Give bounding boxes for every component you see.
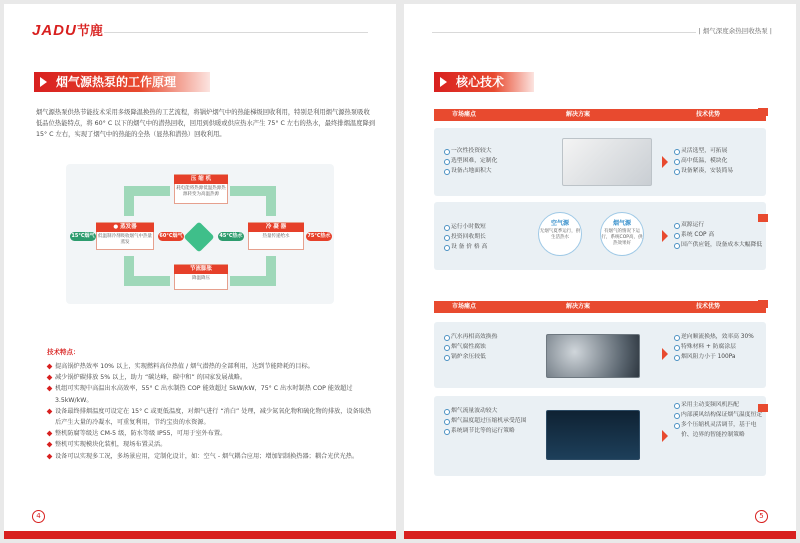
chevron-right-icon <box>662 430 668 442</box>
compressor-title: 压 缩 机 <box>174 175 228 184</box>
adv-item: 多个压缩机灵活调节，基于电价、边界的智能控制策略 <box>674 420 766 440</box>
section-title-text: 核心技术 <box>456 75 505 89</box>
block1-row1-adv <box>674 146 733 176</box>
flow-arrow-bottom-left <box>124 276 170 286</box>
feature-item: 整机可实现模块化装机，现场布置灵活。 <box>47 439 377 450</box>
logo-cn-text: 节鹿 <box>76 23 103 38</box>
feature-item: 机组可实现中高温出水高效率，55° C 出水制热 COP 能效超过 5kW/kW，75° C 出水时制热 COP 能效超过 3.5kW/kW。 <box>47 383 377 405</box>
adv-item: 灵活选型，可拓展 <box>674 146 733 156</box>
evaporator-title: ● 蒸发器 <box>96 223 154 232</box>
energy-icon <box>183 221 214 252</box>
flow-arrow-bottom-right <box>230 276 276 286</box>
adv-item: 设备紧凑，安装简易 <box>674 166 733 176</box>
block2-row2-adv <box>674 400 766 440</box>
condenser-text: 热量传递给水 <box>262 234 290 239</box>
block1-row1 <box>434 128 766 196</box>
label-pain: 市场痛点 <box>452 303 477 310</box>
pain-item: 烟气腐性腐蚀 <box>444 342 497 352</box>
label-solution: 解决方案 <box>566 303 591 310</box>
footer-bar <box>404 531 796 539</box>
temp-flue-pill: 60°C烟气 <box>159 233 183 239</box>
header-rule <box>432 32 696 33</box>
section-title-text: 烟气源热泵的工作原理 <box>56 75 177 89</box>
pain-item: 设备占地面积大 <box>444 166 497 176</box>
chevron-right-icon <box>662 348 668 360</box>
pain-item: 系统调节比等的运行策略 <box>444 426 540 436</box>
block2-row2-pain <box>444 406 540 436</box>
section-title-left <box>34 72 210 92</box>
left-page <box>4 4 396 539</box>
corner-tag <box>758 108 768 116</box>
block1-row2-adv <box>674 220 764 250</box>
block2-row2 <box>434 396 766 476</box>
flue-source-text: 有烟气的情况下运行，系统COP高，供热效果好 <box>601 229 643 246</box>
feature-item: 整机防腐等级达 CM-5 级，防水等级 IP55，可用于室外布置。 <box>47 428 377 439</box>
adv-item: 高中低温，模块化 <box>674 156 733 166</box>
expansion-valve-box <box>174 264 228 290</box>
air-source-text: 无烟气夏季运行，供生活热水 <box>539 229 581 240</box>
pain-item: 烟气流量波动较大 <box>444 406 540 416</box>
feature-item: 设备可以实现多工况，多场景应用，定制化设计，如：空气 - 烟气耦合应用；增加铝制换热器；耦合光伏光热。 <box>47 451 377 462</box>
valve-title: 节流膨胀 <box>174 265 228 274</box>
intro-paragraph: 烟气源热泵供热节能技术采用多级降温换热的工艺流程，将锅炉烟气中的热能梯级回收利用，特别是利用烟气源热泵吸收低品位热能特点，将 60° C 以下的烟气中的潜热回收，回用到供暖或供应热水产生 75° C 左右的热水，最终排烟温度降到 15° C 左右，实现了烟气中的热能的全热（显热和潜热）回收利用。 <box>36 109 376 138</box>
block2-row1 <box>434 322 766 388</box>
features-list <box>47 361 377 462</box>
evaporator-box <box>96 222 154 250</box>
adv-item: 内部溪风结构保证烟气温度恒定 <box>674 410 766 420</box>
block1-row1-pain <box>444 146 497 176</box>
flow-arrow-right-down <box>266 186 276 216</box>
adv-item: 特殊材料 + 防腐涂层 <box>674 342 766 352</box>
feature-item: 提高锅炉热效率 10% 以上，实现燃料高位热值 / 烟气潜热的全部利用，达到节能降耗的目标。 <box>47 361 377 372</box>
pain-item: 投资回收期长 <box>444 232 487 242</box>
valve-text: 降温降压 <box>192 276 210 281</box>
heat-pump-unit-image <box>562 138 652 186</box>
air-source-title: 空气源 <box>550 220 569 227</box>
flow-arrow-left-up <box>124 186 134 216</box>
corner-tag <box>758 404 768 412</box>
adv-item: 系统 COP 高 <box>674 230 764 240</box>
air-source-bubble <box>538 212 582 256</box>
label-solution: 解决方案 <box>566 111 591 118</box>
page-number: 4 <box>32 510 45 523</box>
corner-tag <box>758 214 768 222</box>
arrow-right-icon <box>440 77 447 87</box>
section-title-right <box>434 72 534 92</box>
adv-item: 双源运行 <box>674 220 764 230</box>
heat-pump-diagram <box>66 164 334 304</box>
pain-item: 设 备 价 格 高 <box>444 242 487 252</box>
block2-row1-pain <box>444 332 497 362</box>
feature-item: 减少锅炉碳排放 5% 以上，助力 “碳达峰，碳中和” 的国家发展战略。 <box>47 372 377 383</box>
temp-water-out-pill: 75°C热水 <box>307 233 331 239</box>
pain-item: 一次性投资较大 <box>444 146 497 156</box>
heat-exchanger-image <box>546 334 640 378</box>
block1-row2-pain <box>444 222 487 252</box>
label-advantage: 技术优势 <box>696 111 721 118</box>
pain-item: 烟气温度超过压缩机承受范围 <box>444 416 540 426</box>
page-number: 5 <box>755 510 768 523</box>
column-header-bar <box>434 109 766 121</box>
temp-in-pill: 15°C烟气 <box>71 233 95 239</box>
control-screen-image <box>546 410 640 460</box>
compressor-box <box>174 174 228 204</box>
evaporator-text: 低温制冷剂吸收烟气中热量蒸发 <box>98 234 152 245</box>
label-advantage: 技术优势 <box>696 303 721 310</box>
footer-bar <box>4 531 396 539</box>
compressor-text: 耗电能将热源低温热源热源转变为高温热源 <box>176 186 226 197</box>
adv-item: 烟风阻力小于 100Pa <box>674 352 766 362</box>
block1-row2 <box>434 202 766 270</box>
adv-item: 采用主动变频风机匹配 <box>674 400 766 410</box>
temp-water-in-pill: 45°C热水 <box>219 233 243 239</box>
condenser-box <box>248 222 304 250</box>
flue-source-title: 烟气源 <box>612 220 631 227</box>
chevron-right-icon <box>662 156 668 168</box>
header-rule <box>104 32 368 33</box>
feature-item: 设备最终排烟温度可设定在 15° C 或更低温度，对烟气进行 “消白” 处理，减少氮氧化物和硫化物的排放，设备取热后产生大量的冷凝水，可重复利用，节约宝贵的水资源。 <box>47 406 377 428</box>
pain-item: 选型困难，定制化 <box>444 156 497 166</box>
adv-item: 逆向顺流换热，效率高 30% <box>674 332 766 342</box>
pain-item: 运行小时数短 <box>444 222 487 232</box>
pain-item: 汽水再相高效换热 <box>444 332 497 342</box>
header-text: | 烟气深度余热回收热泵 | <box>698 27 772 35</box>
arrow-right-icon <box>40 77 47 87</box>
condenser-title: 冷 凝 器 <box>248 223 304 232</box>
pain-item: 锅炉余压较低 <box>444 352 497 362</box>
logo-text: JADU <box>32 22 77 39</box>
flue-source-bubble <box>600 212 644 256</box>
chevron-right-icon <box>662 230 668 242</box>
corner-tag <box>758 300 768 308</box>
features-heading: 技术特点： <box>47 348 80 356</box>
block2-row1-adv <box>674 332 766 362</box>
column-header-bar <box>434 301 766 313</box>
label-pain: 市场痛点 <box>452 111 477 118</box>
brand-logo <box>32 20 103 39</box>
adv-item: 国产供应链，设备成本大幅降低 <box>674 240 764 250</box>
right-page <box>404 4 796 539</box>
